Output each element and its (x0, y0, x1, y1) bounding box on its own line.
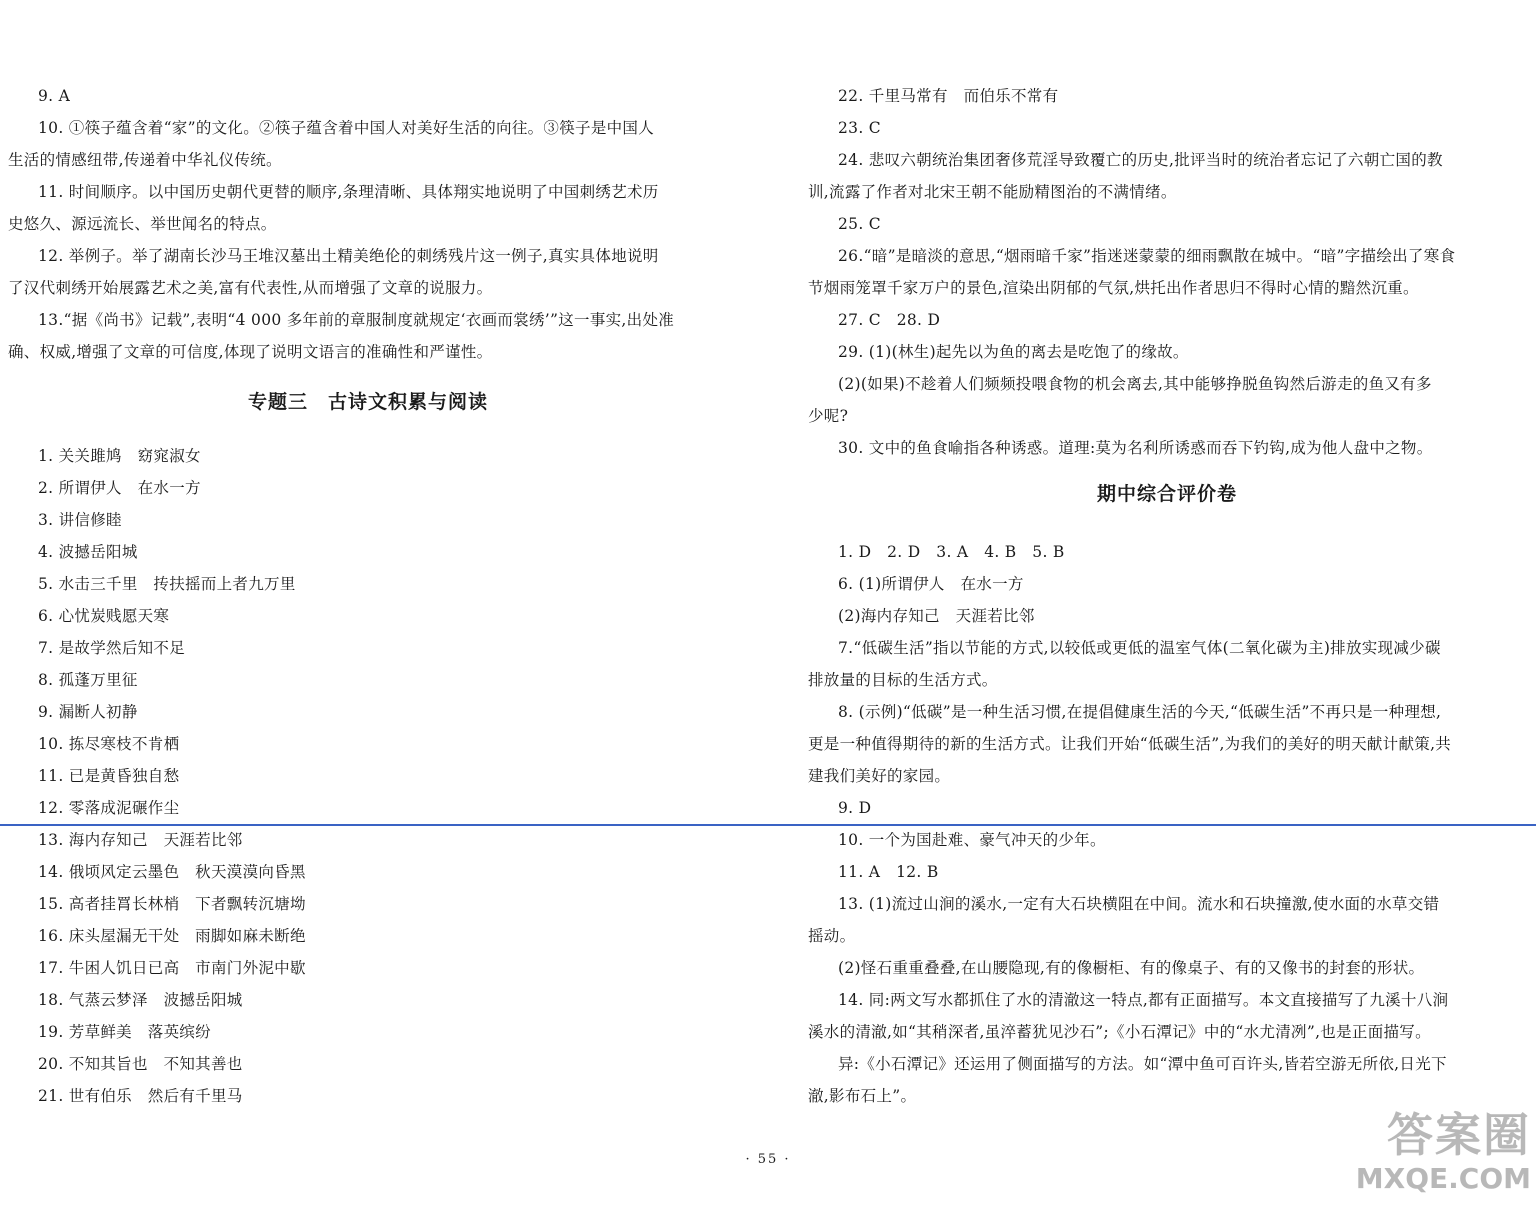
answer-line: 摇动。 (808, 927, 856, 945)
answer-line: 节烟雨笼罩千家万户的景色,渲染出阴郁的气氛,烘托出作者思归不得时心情的黯然沉重。 (808, 279, 1419, 297)
answer-line: 异:《小石潭记》还运用了侧面描写的方法。如“潭中鱼可百许头,皆若空游无所依,日光下 (838, 1055, 1447, 1073)
answer-line: 10. 一个为国赴难、豪气冲天的少年。 (838, 831, 1106, 849)
answer-line: 20. 不知其旨也 不知其善也 (38, 1055, 243, 1073)
scan-divider-line (0, 824, 1536, 826)
answer-line: 了汉代刺绣开始展露艺术之美,富有代表性,从而增强了文章的说服力。 (8, 279, 493, 297)
answer-line: 26.“暗”是暗淡的意思,“烟雨暗千家”指迷迷蒙蒙的细雨飘散在城中。“暗”字描绘出了寒食 (838, 247, 1456, 265)
answer-line: (2)海内存知己 天涯若比邻 (838, 607, 1035, 625)
answer-line: 29. (1)(林生)起先以为鱼的离去是吃饱了的缘故。 (838, 343, 1189, 361)
page-number: · 55 · (745, 1152, 791, 1167)
answer-line: 13. (1)流过山涧的溪水,一定有大石块横阻在中间。流水和石块撞激,使水面的水草交错 (838, 895, 1440, 913)
answer-line: (2)(如果)不趁着人们频频投喂食物的机会离去,其中能够挣脱鱼钩然后游走的鱼又有多 (838, 375, 1432, 393)
answer-line: (2)怪石重重叠叠,在山腰隐现,有的像橱柜、有的像桌子、有的又像书的封套的形状。 (838, 959, 1425, 977)
answer-line: 9. 漏断人初静 (38, 703, 138, 721)
answer-line: 15. 高者挂罥长林梢 下者飘转沉塘坳 (38, 895, 306, 913)
answer-line: 8. (示例)“低碳”是一种生活习惯,在提倡健康生活的今天,“低碳生活”不再只是一种理想, (838, 703, 1442, 721)
answer-line: 13. 海内存知己 天涯若比邻 (38, 831, 243, 849)
answer-line: 11. 时间顺序。以中国历史朝代更替的顺序,条理清晰、具体翔实地说明了中国刺绣艺术历 (38, 183, 659, 201)
answer-line: 史悠久、源远流长、举世闻名的特点。 (8, 215, 277, 233)
answer-line: 排放量的目标的生活方式。 (808, 671, 998, 689)
answer-line: 25. C (838, 215, 881, 233)
answer-line: 7.“低碳生活”指以节能的方式,以较低或更低的温室气体(二氧化碳为主)排放实现减少碳 (838, 639, 1441, 657)
answer-line: 生活的情感纽带,传递着中华礼仪传统。 (8, 151, 282, 169)
answer-line: 1. D 2. D 3. A 4. B 5. B (838, 543, 1065, 561)
answer-line: 9. D (838, 799, 872, 817)
answer-line: 6. (1)所谓伊人 在水一方 (838, 575, 1024, 593)
answer-line: 更是一种值得期待的新的生活方式。让我们开始“低碳生活”,为我们的美好的明天献计献策,共 (808, 735, 1452, 753)
answer-line: 建我们美好的家园。 (808, 767, 951, 785)
answer-block (8, 440, 728, 1112)
answer-line: 5. 水击三千里 抟扶摇而上者九万里 (38, 575, 296, 593)
left-column (8, 80, 728, 1112)
right-column (808, 80, 1526, 1112)
answer-line: 13.“据《尚书》记载”,表明“4 000 多年前的章服制度就规定‘衣画而裳绣’”这一事实,出处准 (38, 311, 675, 329)
answer-line: 16. 床头屋漏无干处 雨脚如麻未断绝 (38, 927, 306, 945)
answer-line: 18. 气蒸云梦泽 波撼岳阳城 (38, 991, 243, 1009)
watermark-url: MXQE.COM (1355, 1162, 1531, 1195)
answer-line: 澈,影布石上”。 (808, 1087, 917, 1105)
answer-line: 12. 零落成泥碾作尘 (38, 799, 180, 817)
answer-line: 30. 文中的鱼食喻指各种诱惑。道理:莫为名利所诱惑而吞下钓钩,成为他人盘中之物。 (838, 439, 1433, 457)
answer-line: 7. 是故学然后知不足 (38, 639, 186, 657)
answer-line: 27. C 28. D (838, 311, 941, 329)
answer-line: 14. 同:两文写水都抓住了水的清澈这一特点,都有正面描写。本文直接描写了九溪十八涧 (838, 991, 1449, 1009)
section-heading: 期中综合评价卷 (1096, 483, 1237, 505)
answer-line: 10. 拣尽寒枝不肯栖 (38, 735, 180, 753)
watermark-text: 答案圈 (1387, 1108, 1531, 1162)
answer-line: 14. 俄顷风定云墨色 秋天漠漠向昏黑 (38, 863, 306, 881)
answer-line: 2. 所谓伊人 在水一方 (38, 479, 201, 497)
answer-line: 11. A 12. B (838, 863, 939, 881)
answer-line: 9. A (38, 87, 71, 105)
answer-line: 3. 讲信修睦 (38, 511, 122, 529)
answer-line: 4. 波撼岳阳城 (38, 543, 138, 561)
answer-line: 1. 关关雎鸠 窈窕淑女 (38, 447, 201, 465)
answer-line: 19. 芳草鲜美 落英缤纷 (38, 1023, 211, 1041)
answer-line: 17. 牛困人饥日已高 市南门外泥中歇 (38, 959, 306, 977)
answer-line: 训,流露了作者对北宋王朝不能励精图治的不满情绪。 (808, 183, 1177, 201)
answer-line: 21. 世有伯乐 然后有千里马 (38, 1087, 243, 1105)
answer-line: 23. C (838, 119, 881, 137)
answer-line: 溪水的清澈,如“其稍深者,虽淬蓄犹见沙石”;《小石潭记》中的“水尤清冽”,也是正面描写。 (808, 1023, 1431, 1041)
answer-line: 6. 心忧炭贱愿天寒 (38, 607, 170, 625)
answer-block (808, 80, 1526, 464)
answer-line: 10. ①筷子蕴含着“家”的文化。②筷子蕴含着中国人对美好生活的向往。③筷子是中国人 (38, 119, 655, 137)
section-heading: 专题三 古诗文积累与阅读 (247, 391, 488, 413)
answer-line: 12. 举例子。举了湖南长沙马王堆汉墓出土精美绝伦的刺绣残片这一例子,真实具体地说明 (38, 247, 659, 265)
answer-line: 11. 已是黄昏独自愁 (38, 767, 180, 785)
answer-line: 8. 孤蓬万里征 (38, 671, 138, 689)
answer-line: 24. 悲叹六朝统治集团奢侈荒淫导致覆亡的历史,批评当时的统治者忘记了六朝亡国的教 (838, 151, 1443, 169)
answer-block (8, 80, 728, 368)
answer-line: 确、权威,增强了文章的可信度,体现了说明文语言的准确性和严谨性。 (8, 343, 493, 361)
answer-line: 少呢? (808, 407, 849, 425)
answer-line: 22. 千里马常有 而伯乐不常有 (838, 87, 1059, 105)
watermark-logo (1346, 1108, 1531, 1204)
